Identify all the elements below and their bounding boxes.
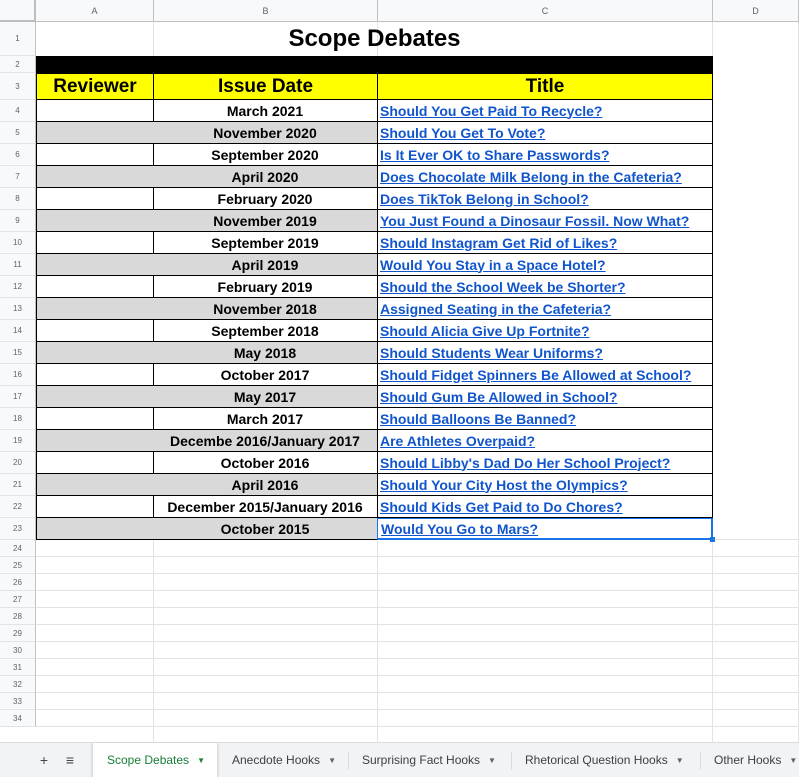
row-header[interactable]: 22: [0, 496, 36, 518]
row-header[interactable]: 12: [0, 276, 36, 298]
reviewer-cell[interactable]: [36, 364, 154, 386]
reviewer-cell[interactable]: [36, 496, 154, 518]
caret-down-icon[interactable]: ▼: [197, 755, 205, 765]
issue-date-cell[interactable]: May 2018: [153, 342, 378, 364]
row-header[interactable]: 4: [0, 100, 36, 122]
row-header[interactable]: 33: [0, 693, 36, 710]
caret-down-icon[interactable]: ▼: [328, 755, 336, 765]
row-header[interactable]: 32: [0, 676, 36, 693]
row-header[interactable]: 29: [0, 625, 36, 642]
sheet-tab-other-hooks[interactable]: [700, 743, 799, 777]
title-link-cell[interactable]: Should You Get To Vote?: [377, 122, 713, 144]
row-header[interactable]: 6: [0, 144, 36, 166]
reviewer-cell[interactable]: [36, 320, 154, 342]
sheet-tab-rhetorical-question-hooks[interactable]: [511, 743, 700, 777]
title-link-cell[interactable]: Are Athletes Overpaid?: [377, 430, 713, 452]
row-header[interactable]: 17: [0, 386, 36, 408]
row-header[interactable]: 26: [0, 574, 36, 591]
issue-date-cell[interactable]: March 2017: [153, 408, 378, 430]
title-link-cell[interactable]: Would You Go to Mars?: [377, 518, 713, 540]
reviewer-cell[interactable]: [36, 430, 154, 452]
sheet-tab-anecdote-hooks[interactable]: [218, 743, 348, 777]
title-link-cell[interactable]: Is It Ever OK to Share Passwords?: [377, 144, 713, 166]
row-header[interactable]: 21: [0, 474, 36, 496]
reviewer-cell[interactable]: [36, 210, 154, 232]
title-link-cell[interactable]: Should Students Wear Uniforms?: [377, 342, 713, 364]
reviewer-cell[interactable]: [36, 122, 154, 144]
all-sheets-button[interactable]: [60, 743, 80, 777]
reviewer-cell[interactable]: [36, 144, 154, 166]
row-header[interactable]: 8: [0, 188, 36, 210]
issue-date-cell[interactable]: May 2017: [153, 386, 378, 408]
issue-date-cell[interactable]: April 2020: [153, 166, 378, 188]
issue-date-cell[interactable]: April 2019: [153, 254, 378, 276]
caret-down-icon[interactable]: ▼: [675, 755, 684, 765]
reviewer-cell[interactable]: [36, 232, 154, 254]
title-link-cell[interactable]: Should Kids Get Paid to Do Chores?: [377, 496, 713, 518]
tab-label: Rhetorical Question Hooks: [525, 753, 668, 767]
row-header[interactable]: 28: [0, 608, 36, 625]
issue-date-cell[interactable]: October 2017: [153, 364, 378, 386]
sheet-tab-surprising-fact-hooks[interactable]: [348, 743, 511, 777]
column-header-a[interactable]: A: [36, 0, 154, 22]
row-header[interactable]: 34: [0, 710, 36, 727]
issue-date-cell[interactable]: November 2018: [153, 298, 378, 320]
row-header[interactable]: 19: [0, 430, 36, 452]
row-header[interactable]: 3: [0, 73, 36, 100]
caret-down-icon[interactable]: ▼: [488, 755, 496, 765]
title-divider-bar[interactable]: [36, 56, 713, 73]
row-header[interactable]: 27: [0, 591, 36, 608]
reviewer-cell[interactable]: [36, 100, 154, 122]
row-header[interactable]: 14: [0, 320, 36, 342]
sheet-tab-scope-debates[interactable]: [92, 743, 218, 777]
column-header-d[interactable]: D: [713, 0, 799, 22]
tab-label: Surprising Fact Hooks: [362, 753, 481, 767]
row-header[interactable]: 1: [0, 22, 36, 56]
select-all-corner[interactable]: [0, 0, 36, 22]
title-link-cell[interactable]: Would You Stay in a Space Hotel?: [377, 254, 713, 276]
reviewer-cell[interactable]: [36, 298, 154, 320]
title-link-cell[interactable]: Should the School Week be Shorter?: [377, 276, 713, 298]
title-link-cell[interactable]: Should Balloons Be Banned?: [377, 408, 713, 430]
add-sheet-button[interactable]: [34, 743, 54, 777]
title-link-cell[interactable]: Should Instagram Get Rid of Likes?: [377, 232, 713, 254]
row-header[interactable]: 2: [0, 56, 36, 73]
reviewer-cell[interactable]: [36, 342, 154, 364]
row-header[interactable]: 25: [0, 557, 36, 574]
title-link-cell[interactable]: Should Fidget Spinners Be Allowed at School?: [377, 364, 713, 386]
column-header-c[interactable]: C: [378, 0, 713, 22]
issue-date-cell[interactable]: December 2015/January 2016: [153, 496, 378, 518]
title-link-cell[interactable]: Does TikTok Belong in School?: [377, 188, 713, 210]
title-link-cell[interactable]: Should Gum Be Allowed in School?: [377, 386, 713, 408]
row-header[interactable]: 20: [0, 452, 36, 474]
header-reviewer[interactable]: Reviewer: [36, 73, 154, 100]
row-header[interactable]: 16: [0, 364, 36, 386]
fill-handle[interactable]: [710, 537, 715, 542]
row-header[interactable]: 15: [0, 342, 36, 364]
issue-date-cell[interactable]: April 2016: [153, 474, 378, 496]
issue-date-cell[interactable]: November 2020: [153, 122, 378, 144]
reviewer-cell[interactable]: [36, 276, 154, 298]
title-link-cell[interactable]: Does Chocolate Milk Belong in the Cafeteria?: [377, 166, 713, 188]
row-header[interactable]: 11: [0, 254, 36, 276]
sheet-tab-bar: [0, 742, 799, 777]
issue-date-cell[interactable]: March 2021: [153, 100, 378, 122]
reviewer-cell[interactable]: [36, 474, 154, 496]
row-header[interactable]: 31: [0, 659, 36, 676]
tab-label: Other Hooks: [714, 753, 782, 767]
title-link-cell[interactable]: Should Your City Host the Olympics?: [377, 474, 713, 496]
row-header[interactable]: 9: [0, 210, 36, 232]
list-icon: ≡: [65, 752, 75, 768]
reviewer-cell[interactable]: [36, 408, 154, 430]
title-link-cell[interactable]: Should Libby's Dad Do Her School Project?: [377, 452, 713, 474]
row-header[interactable]: 18: [0, 408, 36, 430]
title-link-cell[interactable]: Assigned Seating in the Cafeteria?: [377, 298, 713, 320]
title-link-cell[interactable]: You Just Found a Dinosaur Fossil. Now What?: [377, 210, 713, 232]
caret-down-icon[interactable]: ▼: [789, 755, 798, 765]
issue-date-cell[interactable]: September 2020: [153, 144, 378, 166]
title-link-cell[interactable]: Should You Get Paid To Recycle?: [377, 100, 713, 122]
tab-label: Scope Debates: [107, 753, 190, 767]
row-header[interactable]: 24: [0, 540, 36, 557]
issue-date-cell[interactable]: February 2019: [153, 276, 378, 298]
reviewer-cell[interactable]: [36, 254, 154, 276]
issue-date-cell[interactable]: October 2016: [153, 452, 378, 474]
reviewer-cell[interactable]: [36, 386, 154, 408]
issue-date-cell[interactable]: October 2015: [153, 518, 378, 540]
row-header[interactable]: 5: [0, 122, 36, 144]
row-header[interactable]: 23: [0, 518, 36, 540]
tab-label: Anecdote Hooks: [232, 753, 321, 767]
row-header[interactable]: 7: [0, 166, 36, 188]
issue-date-cell[interactable]: September 2019: [153, 232, 378, 254]
reviewer-cell[interactable]: [36, 452, 154, 474]
row-header[interactable]: 13: [0, 298, 36, 320]
row-header[interactable]: 30: [0, 642, 36, 659]
header-title[interactable]: Title: [377, 73, 713, 100]
issue-date-cell[interactable]: February 2020: [153, 188, 378, 210]
reviewer-cell[interactable]: [36, 518, 154, 540]
header-issue-date[interactable]: Issue Date: [153, 73, 378, 100]
column-header-b[interactable]: B: [154, 0, 378, 22]
issue-date-cell[interactable]: November 2019: [153, 210, 378, 232]
row-header[interactable]: 10: [0, 232, 36, 254]
sheet-title[interactable]: Scope Debates: [288, 25, 461, 52]
issue-date-cell[interactable]: September 2018: [153, 320, 378, 342]
plus-icon: +: [39, 752, 49, 768]
title-link-cell[interactable]: Should Alicia Give Up Fortnite?: [377, 320, 713, 342]
reviewer-cell[interactable]: [36, 188, 154, 210]
reviewer-cell[interactable]: [36, 166, 154, 188]
issue-date-cell[interactable]: Decembe 2016/January 2017: [153, 430, 378, 452]
